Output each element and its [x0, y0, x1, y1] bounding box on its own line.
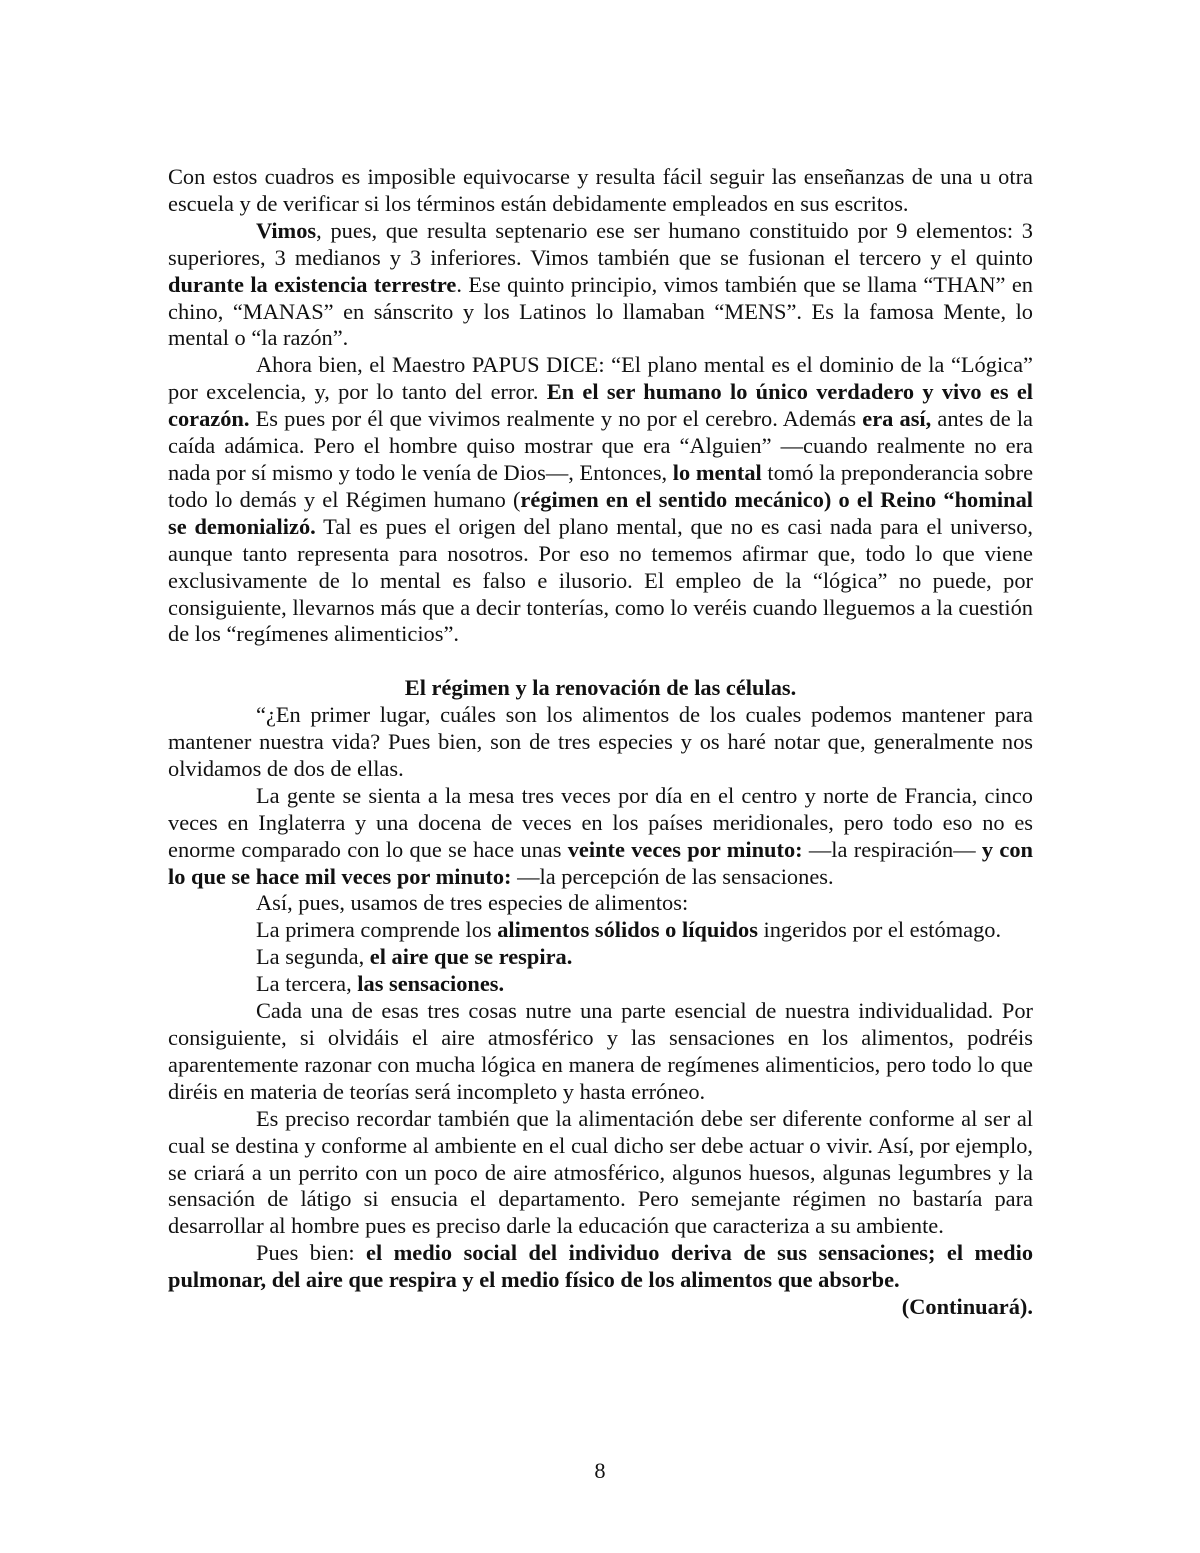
document-page	[168, 164, 1033, 1321]
text-run: La tercera,	[256, 971, 358, 997]
text-run: Pues bien:	[256, 1240, 367, 1266]
paragraph-intro	[168, 164, 1033, 218]
bold-text: el medio social del individuo deriva de sus sensaciones; el medio pulmonar, del aire que respira y el medio físico de los alimentos que absorbe.	[168, 1240, 1034, 1293]
text-run: La segunda,	[256, 944, 370, 970]
paragraph-alimentos	[168, 702, 1033, 783]
continuara-label: (Continuará).	[901, 1294, 1033, 1320]
text-run: Es preciso recordar también que la alimentación debe ser diferente conforme al ser al cual se destina y conforme al ambiente en el cual dicho ser debe actuar o vivir. Así, por ejemplo, se criará a un perrito con un poco de aire atmosférico, algunos huesos, algunas legumbres y la sensación de látigo si ensucia el departamento. Pero semejante régimen no bastaría para desarrollar al hombre pues es preciso darle la educación que caracteriza a su ambiente.	[168, 1105, 1033, 1239]
bold-text: veinte veces por minuto:	[567, 836, 803, 862]
text-run: Con estos cuadros es imposible equivocarse y resulta fácil seguir las enseñanzas de una u otra escuela y de verificar si los términos están debidamente empleados en sus escritos.	[168, 164, 1033, 216]
bold-text: durante la existencia terrestre	[168, 271, 457, 297]
bold-text: En el ser humano lo único verdadero y vivo es el corazón.	[168, 379, 1033, 432]
bold-text: y con lo que se hace mil veces por minuto:	[168, 836, 1033, 889]
paragraph-tercera	[168, 971, 1033, 998]
bold-text: régimen en el sentido mecánico) o el Reino “hominal se demonializó.	[168, 486, 1033, 539]
paragraph-nutre	[168, 998, 1033, 1106]
paragraph-mesa	[168, 783, 1033, 891]
text-run: . Ese quinto principio, vimos también que se llama “THAN” en chino, “MANAS” en sánscrito y los Latinos lo llamaban “MENS”. Es la famosa Mente, lo mental o “la razón”.	[168, 271, 1033, 351]
text-run: , pues, que resulta septenario ese ser humano constituido por 9 elementos: 3 superiores, 3 medianos y 3 inferiores. Vimos también que se fusionan el tercero y el quinto	[168, 217, 1033, 270]
paragraph-medio	[168, 1240, 1033, 1294]
text-run: antes de la caída adámica. Pero el hombre quiso mostrar que era “Alguien” —cuando realmente no era nada por sí mismo y todo le venía de Dios—, Entonces,	[168, 406, 1033, 485]
page-number: 8	[594, 1458, 606, 1483]
bold-text: el aire que se respira.	[369, 944, 573, 970]
paragraph-septenario	[168, 218, 1033, 353]
bold-text: lo mental	[672, 459, 762, 485]
bold-text: Vimos	[256, 217, 317, 243]
text-run: Ahora bien, el Maestro PAPUS DICE: “El plano mental es el dominio de la “Lógica” por excelencia, y, por lo tanto del error.	[168, 352, 1033, 405]
bold-text: era así,	[862, 406, 932, 432]
text-run: Así, pues, usamos de tres especies de alimentos:	[256, 890, 689, 916]
bold-text: alimentos sólidos o líquidos	[497, 917, 758, 943]
text-run: Tal es pues el origen del plano mental, que no es casi nada para el universo, aunque tanto representa para nosotros. Por eso no tememos afirmar que, todo lo que viene exclusivamente de lo mental es falso e ilusorio. El empleo de la “lógica” no puede, por consiguiente, llevarnos más que a decir tonterías, como lo veréis cuando lleguemos a la cuestión de los “regímenes alimenticios”.	[168, 513, 1034, 647]
text-run: “¿En primer lugar, cuáles son los alimentos de los cuales podemos mantener para mantener nuestra vida? Pues bien, son de tres especies y os haré notar que, generalmente nos olvidamos de dos de ellas.	[168, 702, 1033, 781]
paragraph-preciso	[168, 1106, 1033, 1241]
paragraph-segunda	[168, 944, 1033, 971]
text-run: —la percepción de las sensaciones.	[511, 863, 834, 889]
text-run: ingeridos por el estómago.	[757, 917, 1002, 943]
section-heading: El régimen y la renovación de las células.	[404, 675, 797, 701]
paragraph-papus	[168, 352, 1033, 648]
text-run: tomó la preponderancia sobre todo lo demás y el Régimen humano (	[168, 459, 1034, 512]
text-run: La gente se sienta a la mesa tres veces por día en el centro y norte de Francia, cinco veces en Inglaterra y una docena de veces en los países meridionales, pero todo eso no es enorme comparado con lo que se hace unas	[168, 782, 1033, 862]
paragraph-primera	[168, 917, 1033, 944]
text-run: Es pues por él que vivimos realmente y no por el cerebro. Además	[249, 406, 863, 432]
text-run: —la respiración—	[802, 836, 982, 862]
paragraph-especies	[168, 890, 1033, 917]
text-run: Cada una de esas tres cosas nutre una parte esencial de nuestra individualidad. Por consiguiente, si olvidáis el aire atmosférico y las sensaciones en los alimentos, podréis aparentemente razonar con mucha lógica en manera de regímenes alimenticios, pero todo lo que diréis en materia de teorías será incompleto y hasta erróneo.	[168, 998, 1033, 1104]
text-run: La primera comprende los	[256, 917, 498, 943]
bold-text: las sensaciones.	[357, 971, 505, 997]
